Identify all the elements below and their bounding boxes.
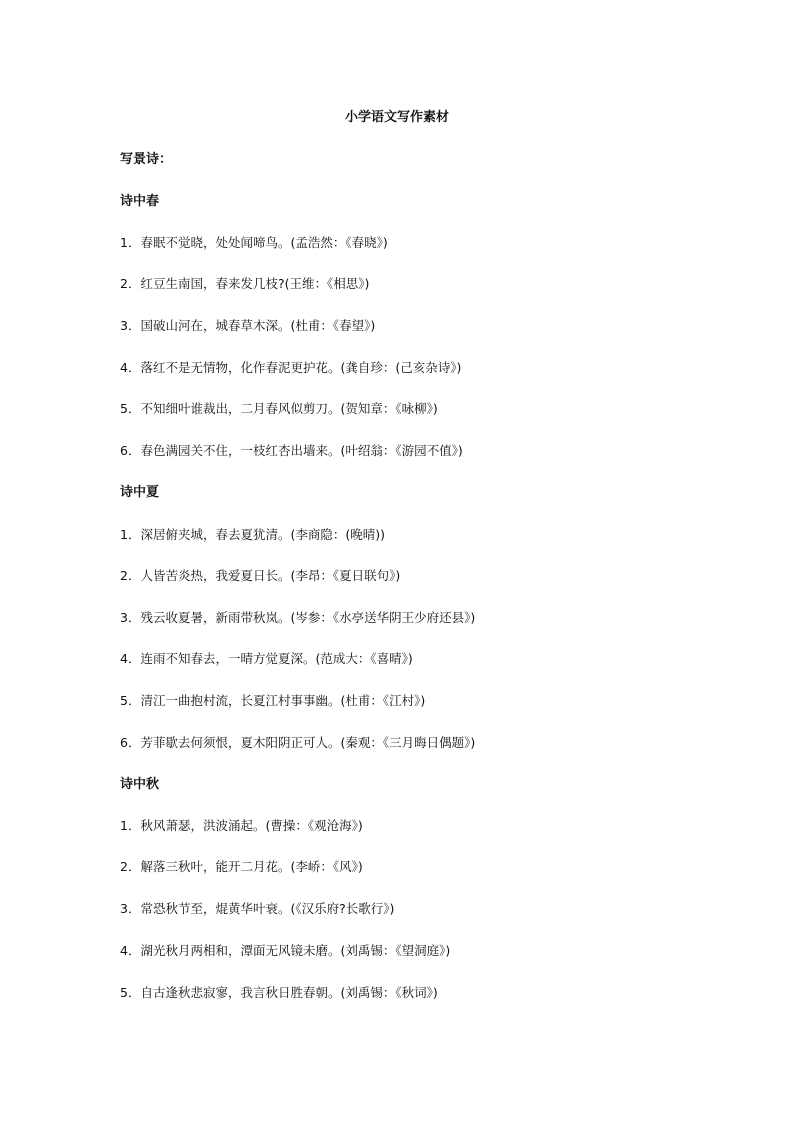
section-heading-spring: 诗中春 [120,194,160,209]
poem-line: 1．秋风萧瑟，洪波涌起。(曹操：《观沧海》) [120,818,363,833]
poem-line: 4．连雨不知春去，一晴方觉夏深。(范成大：《喜晴》) [120,651,413,666]
poem-line: 1．深居俯夹城，春去夏犹清。(李商隐：(晚晴)) [120,527,385,542]
poem-line: 2．人皆苦炎热，我爱夏日长。(李昂：《夏日联句》) [120,568,401,583]
poem-line: 4．湖光秋月两相和，潭面无风镜未磨。(刘禹锡：《望洞庭》) [120,943,451,958]
section-heading-autumn: 诗中秋 [120,777,160,792]
poem-line: 3．国破山河在，城春草木深。(杜甫：《春望》) [120,318,376,333]
poem-line: 4．落红不是无情物，化作春泥更护花。(龚自珍：(己亥杂诗》) [120,360,462,375]
section-heading-summer: 诗中夏 [120,485,160,500]
poem-line: 5．自古逢秋悲寂寥，我言秋日胜春朝。(刘禹锡：《秋词》) [120,985,438,1000]
poem-line: 3．常恐秋节至，焜黄华叶衰。(《汉乐府?长歌行》) [120,901,395,916]
poem-line: 5．不知细叶谁裁出，二月春风似剪刀。(贺知章：《咏柳》) [120,401,438,416]
poem-line: 5．清江一曲抱村流，长夏江村事事幽。(杜甫：《江村》) [120,693,426,708]
poem-line: 2．红豆生南国，春来发几枝?(王维：《相思》) [120,276,370,291]
document-title: 小学语文写作素材 [344,110,449,125]
poem-line: 6．芳菲歇去何须恨，夏木阳阴正可人。(秦观：《三月晦日偶题》) [120,735,476,750]
poem-line: 3．残云收夏暑，新雨带秋岚。(岑参：《水亭送华阴王少府还县》) [120,610,476,625]
poem-line: 2．解落三秋叶，能开二月花。(李峤：《风》) [120,859,363,874]
poem-line: 6．春色满园关不住，一枝红杏出墙来。(叶绍翁：《游园不值》) [120,443,463,458]
intro-heading: 写景诗： [120,152,173,167]
poem-line: 1．春眠不觉晓，处处闻啼鸟。(孟浩然：《春晓》) [120,235,388,250]
